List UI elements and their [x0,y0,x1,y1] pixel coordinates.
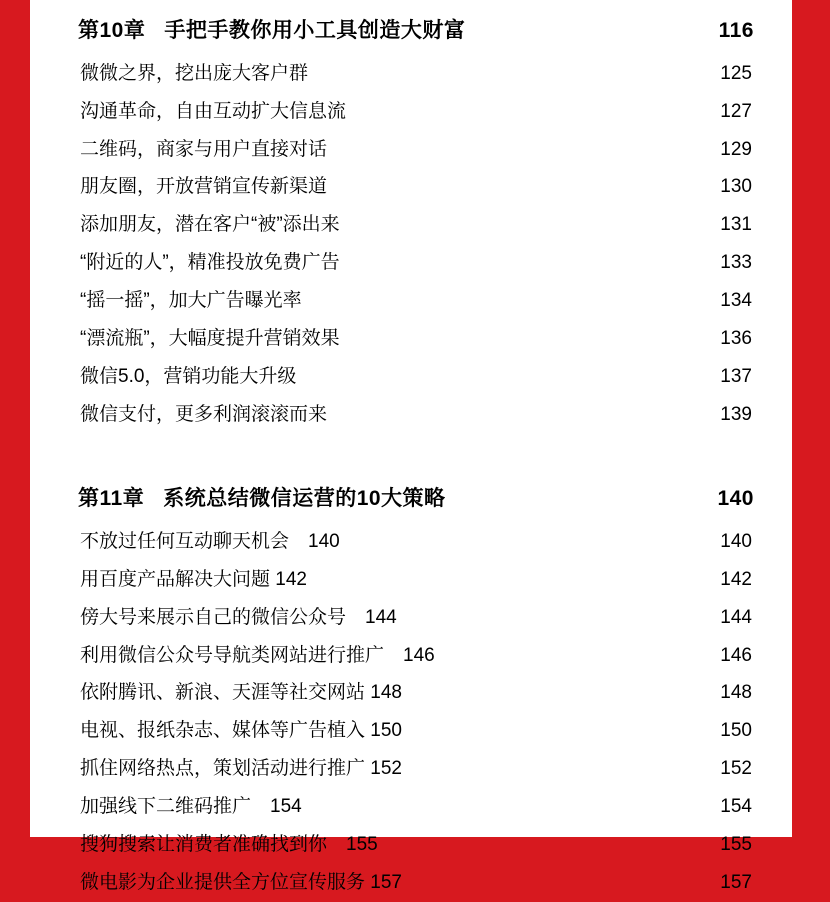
toc-chapter-row[interactable] [78,0,754,55]
toc-entry-row[interactable] [78,358,754,396]
toc-entry-row[interactable] [78,713,754,751]
toc-entry-title: 利用微信公众号导航类网站进行推广 146 [80,644,435,666]
toc-entry-title: 二维码，商家与用户直接对话 [80,138,328,160]
toc-entry-row[interactable] [78,207,754,245]
toc-entry-title: 朋友圈，开放营销宣传新渠道 [80,176,328,198]
toc-entry-page-number: 134 [720,290,752,312]
toc-entry-page-number: 139 [720,403,752,425]
toc-entry-row[interactable] [78,675,754,713]
toc-entry-row[interactable] [78,396,754,434]
toc-entry-row[interactable] [78,789,754,827]
toc-entry-title: 微信支付，更多利润滚滚而来 [80,403,328,425]
toc-entry-row[interactable] [78,561,754,599]
toc-chapter-page-number: 116 [718,19,754,42]
toc-chapter-title: 第11章 系统总结微信运营的10大策略 [78,487,446,511]
toc-entry-title: 电视、报纸杂志、媒体等广告植入 150 [80,720,402,742]
toc-entry-row[interactable] [78,283,754,321]
toc-entry-page-number: 125 [720,62,752,84]
toc-entry-row[interactable] [78,169,754,207]
toc-entry-title: 搜狗搜索让消费者准确找到你 155 [80,834,378,856]
toc-entry-row[interactable] [78,131,754,169]
toc-entry-title: 添加朋友，潜在客户“被”添出来 [80,214,340,236]
toc-entry-title: 微信5.0，营销功能大升级 [80,365,297,387]
toc-entry-title: 不放过任何互动聊天机会 140 [80,530,340,552]
toc-entry-page-number: 129 [720,138,752,160]
toc-entry-row[interactable] [78,93,754,131]
toc-entry-page-number: 133 [720,252,752,274]
toc-entry-title: 微电影为企业提供全方位宣传服务 157 [80,871,402,893]
toc-entry-row[interactable] [78,55,754,93]
toc-entry-page-number: 154 [720,796,752,818]
toc-entry-row[interactable] [78,245,754,283]
toc-entry-title: “摇一摇”，加大广告曝光率 [80,290,302,312]
toc-entry-page-number: 140 [720,530,752,552]
toc-entry-row[interactable] [78,864,754,902]
toc-entry-title: 沟通革命，自由互动扩大信息流 [80,100,347,122]
toc-entry-page-number: 130 [720,176,752,198]
toc-entry-row[interactable] [78,827,754,865]
toc-entry-title: 抓住网络热点，策划活动进行推广 152 [80,758,402,780]
toc-entry-page-number: 136 [720,327,752,349]
toc-chapter-title: 第10章 手把手教你用小工具创造大财富 [78,19,466,42]
toc-entry-title: “漂流瓶”，大幅度提升营销效果 [80,327,340,349]
toc-entry-title: 微微之界，挖出庞大客户群 [80,62,309,84]
toc-entry-row[interactable] [78,320,754,358]
toc-section [78,0,754,434]
toc-entry-page-number: 150 [720,720,752,742]
toc-entry-title: 用百度产品解决大问题 142 [80,568,307,590]
toc-entry-row[interactable] [78,523,754,561]
toc-entry-row[interactable] [78,599,754,637]
toc-entry-page-number: 137 [720,365,752,387]
table-of-contents [30,0,792,902]
toc-entry-page-number: 142 [720,568,752,590]
toc-entry-title: 加强线下二维码推广 154 [80,796,302,818]
document-page [30,0,792,893]
toc-entry-row[interactable] [78,637,754,675]
toc-entry-page-number: 157 [720,871,752,893]
toc-entry-page-number: 144 [720,606,752,628]
toc-entry-title: “附近的人”，精准投放免费广告 [80,252,340,274]
toc-entry-page-number: 155 [720,834,752,856]
toc-entry-title: 傍大号来展示自己的微信公众号 144 [80,606,397,628]
toc-entry-page-number: 131 [720,214,752,236]
toc-chapter-page-number: 140 [717,487,754,511]
toc-entry-page-number: 127 [720,100,752,122]
toc-entry-page-number: 152 [720,758,752,780]
toc-entry-page-number: 148 [720,682,752,704]
toc-entry-page-number: 146 [720,644,752,666]
toc-chapter-row[interactable] [78,468,754,523]
toc-entry-row[interactable] [78,751,754,789]
toc-entry-title: 依附腾讯、新浪、天涯等社交网站 148 [80,682,402,704]
